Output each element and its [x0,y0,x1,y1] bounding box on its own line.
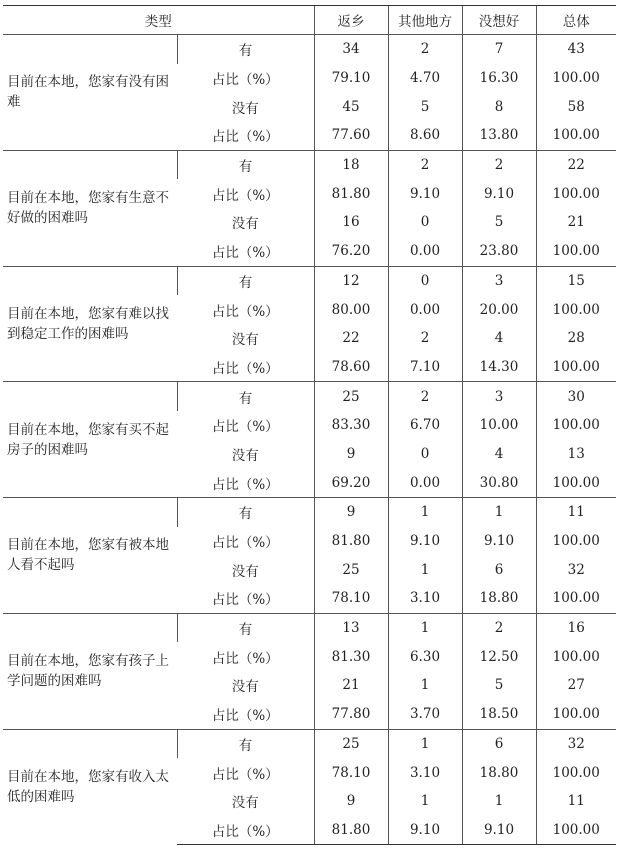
value-cell: 0 [388,266,462,295]
value-cell: 14.30 [462,353,536,382]
value-cell: 7.10 [388,353,462,382]
value-cell: 30.80 [462,468,536,497]
value-cell: 25 [314,555,388,584]
row-label: 没有 [231,100,259,117]
value-cell: 6 [462,729,536,758]
row-label: 没有 [231,679,259,696]
value-cell: 6.30 [388,642,462,671]
value-cell: 30 [536,382,616,411]
value-cell: 78.10 [314,758,388,787]
value-cell: 1 [462,787,536,816]
row-label: 有 [177,150,314,179]
value-cell: 2 [388,324,462,353]
question-cell: 目前在本地，您家有收入太低的困难吗 [3,729,177,845]
value-cell: 16 [314,208,388,237]
table-row [3,613,616,642]
value-cell: 0 [388,208,462,237]
row-label: 有 [177,382,314,411]
value-cell: 1 [388,671,462,700]
value-cell: 100.00 [536,584,616,613]
value-cell: 4.70 [388,64,462,93]
value-cell: 6 [462,555,536,584]
value-cell: 81.80 [314,179,388,208]
value-cell: 16 [536,613,616,642]
header-type: 类型 [3,6,314,35]
value-cell: 100.00 [536,527,616,556]
value-cell: 32 [536,729,616,758]
value-cell: 4 [462,324,536,353]
value-cell: 0.00 [388,468,462,497]
table-body [3,35,616,845]
value-cell: 34 [314,35,388,64]
value-cell: 3.70 [388,700,462,729]
value-cell: 83.30 [314,411,388,440]
value-cell: 77.60 [314,121,388,150]
value-cell: 9.10 [388,527,462,556]
value-cell: 69.20 [314,468,388,497]
value-cell: 18 [314,150,388,179]
value-cell: 5 [462,671,536,700]
value-cell: 9 [314,498,388,527]
value-cell: 3 [462,382,536,411]
value-cell: 9.10 [388,816,462,845]
difficulty-table [3,5,616,845]
table-row [3,35,616,64]
value-cell: 78.10 [314,584,388,613]
header-overall: 总体 [536,6,616,35]
value-cell: 1 [388,498,462,527]
value-cell: 3 [462,266,536,295]
question-cell: 目前在本地，您家有没有困难 [3,35,177,151]
value-cell: 11 [536,498,616,527]
row-label: 占比（%） [177,816,314,845]
value-cell: 81.30 [314,642,388,671]
value-cell: 100.00 [536,642,616,671]
row-label: 占比（%） [211,187,279,204]
value-cell: 22 [314,324,388,353]
value-cell: 21 [314,671,388,700]
value-cell: 18.80 [462,758,536,787]
value-cell: 1 [462,498,536,527]
value-cell: 1 [388,613,462,642]
value-cell: 100.00 [536,700,616,729]
value-cell: 81.80 [314,816,388,845]
value-cell: 25 [314,382,388,411]
row-label: 有 [177,498,314,527]
value-cell: 12.50 [462,642,536,671]
value-cell: 16.30 [462,64,536,93]
table-row [3,382,616,411]
row-label: 占比（%） [211,419,279,436]
row-label: 占比（%） [211,708,279,725]
row-label: 占比（%） [211,245,279,262]
value-cell: 77.80 [314,700,388,729]
value-cell: 3.10 [388,758,462,787]
value-cell: 80.00 [314,295,388,324]
value-cell: 0.00 [388,237,462,266]
question-cell: 目前在本地，您家有孩子上学问题的困难吗 [3,613,177,729]
row-label: 占比（%） [211,303,279,320]
value-cell: 100.00 [536,64,616,93]
value-cell: 0 [388,440,462,469]
question-cell: 目前在本地，您家有被本地人看不起吗 [3,498,177,614]
value-cell: 58 [536,92,616,121]
table-row [3,266,616,295]
value-cell: 100.00 [536,468,616,497]
value-cell: 0.00 [388,295,462,324]
value-cell: 22 [536,150,616,179]
value-cell: 2 [388,35,462,64]
value-cell: 3.10 [388,584,462,613]
value-cell: 9 [314,787,388,816]
value-cell: 78.60 [314,353,388,382]
value-cell: 11 [536,787,616,816]
value-cell: 13 [536,440,616,469]
value-cell: 2 [462,150,536,179]
table-row [3,150,616,179]
value-cell: 25 [314,729,388,758]
value-cell: 100.00 [536,295,616,324]
row-label: 没有 [231,216,259,233]
header-row [3,6,616,35]
row-label: 有 [177,613,314,642]
value-cell: 8.60 [388,121,462,150]
row-label: 有 [177,729,314,758]
question-cell: 目前在本地，您家有难以找到稳定工作的困难吗 [3,266,177,382]
value-cell: 100.00 [536,179,616,208]
header-other-places: 其他地方 [388,6,462,35]
value-cell: 5 [462,208,536,237]
row-label: 占比（%） [211,360,279,377]
header-undecided: 没想好 [462,6,536,35]
value-cell: 76.20 [314,237,388,266]
value-cell: 2 [388,382,462,411]
value-cell: 15 [536,266,616,295]
row-label: 占比（%） [211,535,279,552]
value-cell: 2 [388,150,462,179]
value-cell: 18.50 [462,700,536,729]
value-cell: 100.00 [536,758,616,787]
value-cell: 5 [388,92,462,121]
value-cell: 4 [462,440,536,469]
row-label: 没有 [231,332,259,349]
value-cell: 2 [462,613,536,642]
value-cell: 32 [536,555,616,584]
value-cell: 28 [536,324,616,353]
value-cell: 13 [314,613,388,642]
value-cell: 20.00 [462,295,536,324]
value-cell: 23.80 [462,237,536,266]
value-cell: 1 [388,787,462,816]
value-cell: 100.00 [536,816,616,845]
value-cell: 1 [388,729,462,758]
value-cell: 12 [314,266,388,295]
row-label: 占比（%） [211,129,279,146]
value-cell: 81.80 [314,527,388,556]
row-label: 占比（%） [211,650,279,667]
value-cell: 13.80 [462,121,536,150]
value-cell: 9.10 [388,179,462,208]
value-cell: 9.10 [462,816,536,845]
row-label: 占比（%） [211,476,279,493]
value-cell: 8 [462,92,536,121]
value-cell: 9 [314,440,388,469]
header-return-home: 返乡 [314,6,388,35]
value-cell: 43 [536,35,616,64]
value-cell: 9.10 [462,179,536,208]
row-label: 占比（%） [211,592,279,609]
question-cell: 目前在本地，您家有生意不好做的困难吗 [3,150,177,266]
value-cell: 45 [314,92,388,121]
row-label: 有 [177,35,314,64]
table-row [3,498,616,527]
row-label: 占比（%） [211,766,279,783]
row-label: 没有 [231,563,259,580]
row-label: 没有 [231,795,259,812]
value-cell: 9.10 [462,527,536,556]
value-cell: 100.00 [536,411,616,440]
value-cell: 1 [388,555,462,584]
value-cell: 6.70 [388,411,462,440]
value-cell: 100.00 [536,237,616,266]
value-cell: 100.00 [536,121,616,150]
question-cell: 目前在本地，您家有买不起房子的困难吗 [3,382,177,498]
table-row [3,729,616,758]
value-cell: 27 [536,671,616,700]
row-label: 占比（%） [211,72,279,89]
row-label: 有 [177,266,314,295]
value-cell: 79.10 [314,64,388,93]
value-cell: 21 [536,208,616,237]
value-cell: 18.80 [462,584,536,613]
value-cell: 10.00 [462,411,536,440]
value-cell: 7 [462,35,536,64]
value-cell: 100.00 [536,353,616,382]
row-label: 没有 [231,447,259,464]
